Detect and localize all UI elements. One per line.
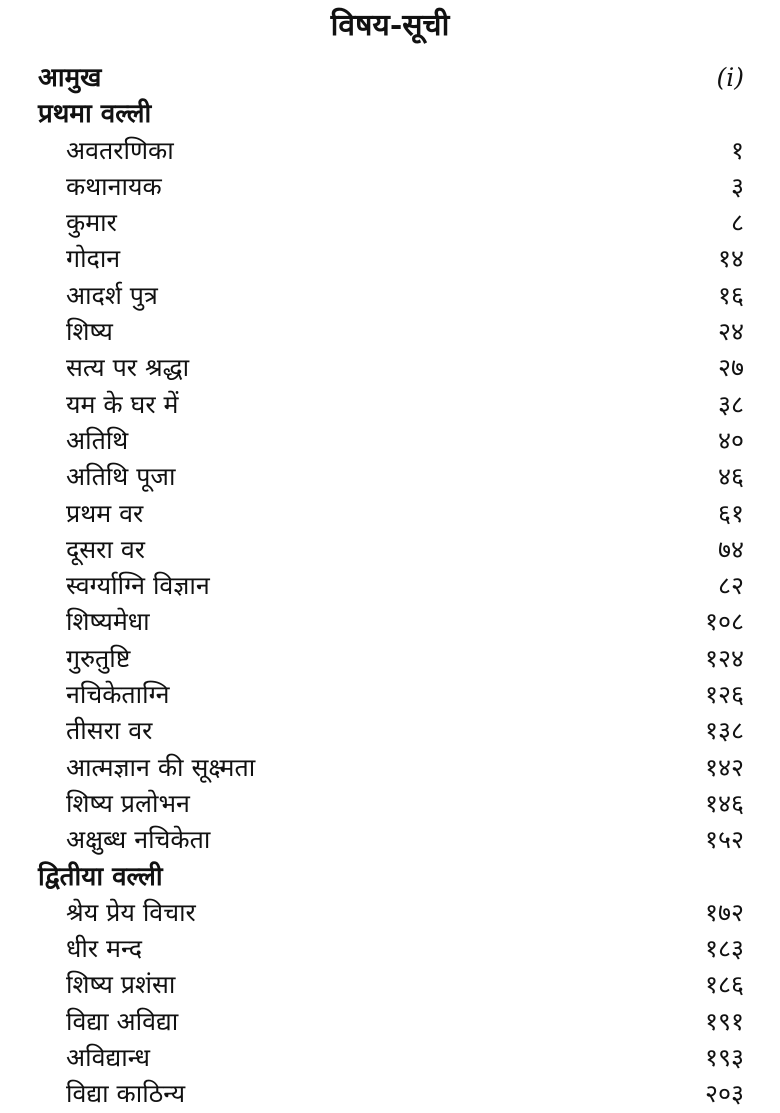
- toc-entry-page: ३८: [717, 389, 744, 419]
- toc-entry: [0, 423, 780, 459]
- toc-entry-label: दूसरा वर: [66, 534, 145, 564]
- toc-entry: [0, 532, 780, 568]
- toc-entry-page: २७: [717, 353, 744, 383]
- toc-entry-page: १२६: [704, 680, 744, 710]
- toc-entry-page: ४०: [717, 425, 744, 455]
- toc-entry-page: १४६: [704, 788, 744, 818]
- toc-entry: [0, 822, 780, 858]
- toc-entry-page: ४६: [717, 462, 744, 492]
- toc-entry-preface: [0, 60, 780, 96]
- toc-entry-page: (i): [716, 63, 744, 92]
- toc-entry-label: आत्मज्ञान की सूक्ष्मता: [66, 752, 256, 782]
- toc-entry-page: १९१: [704, 1006, 744, 1036]
- toc-section-heading: [0, 859, 780, 895]
- toc-entry-page: १२४: [704, 643, 744, 673]
- toc-entry-label: शिष्य प्रशंसा: [66, 970, 176, 1000]
- toc-entry: [0, 133, 780, 169]
- toc-entry-label: यम के घर में: [66, 389, 179, 419]
- toc-entry-label: शिष्यमेधा: [66, 607, 150, 637]
- toc-entry-page: ७४: [717, 534, 744, 564]
- toc-entry-label: प्रथम वर: [66, 498, 144, 528]
- toc-entry-label: अवतरणिका: [66, 135, 174, 165]
- toc-entry: [0, 677, 780, 713]
- toc-entry: [0, 205, 780, 241]
- toc-entry: [0, 931, 780, 967]
- toc-entry: [0, 314, 780, 350]
- toc-entry-label: अक्षुब्ध नचिकेता: [66, 825, 211, 855]
- toc-entry: [0, 713, 780, 749]
- toc-entry: [0, 641, 780, 677]
- toc-entry-page: २०३: [704, 1079, 744, 1109]
- toc-entry: [0, 967, 780, 1003]
- toc-entry-label: आदर्श पुत्र: [66, 280, 158, 310]
- toc-entry-page: १९३: [704, 1043, 744, 1073]
- toc-entry-page: १८३: [704, 934, 744, 964]
- toc-entry-label: अतिथि पूजा: [66, 462, 176, 492]
- toc-entry: [0, 278, 780, 314]
- toc-entry: [0, 1076, 780, 1112]
- toc-entry-label: कुमार: [66, 208, 117, 238]
- toc-entry-label: शिष्य: [66, 317, 113, 347]
- toc-entry: [0, 350, 780, 386]
- toc-entry-page: १०८: [704, 607, 744, 637]
- toc-entry-page: १४२: [704, 752, 744, 782]
- toc-entry: [0, 241, 780, 277]
- toc-entry-label: श्रेय प्रेय विचार: [66, 897, 196, 927]
- toc-entry-label: सत्य पर श्रद्धा: [66, 353, 190, 383]
- toc-entry-label: शिष्य प्रलोभन: [66, 788, 190, 818]
- toc-entry-label: विद्या अविद्या: [66, 1006, 179, 1036]
- toc-entry-label: विद्या काठिन्य: [66, 1079, 186, 1109]
- toc-entry-label: तीसरा वर: [66, 716, 153, 746]
- toc-entry-page: १५२: [704, 825, 744, 855]
- toc-entry: [0, 496, 780, 532]
- toc-entry: [0, 786, 780, 822]
- toc-entry: [0, 895, 780, 931]
- toc-entry-page: ८२: [717, 571, 744, 601]
- toc-entry-page: १६: [717, 280, 744, 310]
- toc-entry-label: अतिथि: [66, 425, 129, 455]
- toc-section-label: प्रथमा वल्ली: [38, 99, 152, 130]
- toc-section-heading: [0, 96, 780, 132]
- toc-entry-label: नचिकेताग्नि: [66, 680, 170, 710]
- toc-entry: [0, 169, 780, 205]
- page-title: विषय-सूची: [330, 8, 450, 43]
- toc-section-label: द्वितीया वल्ली: [38, 861, 163, 892]
- toc-entry-label: स्वर्ग्याग्नि विज्ञान: [66, 571, 210, 601]
- toc-entry-label: अविद्यान्ध: [66, 1043, 151, 1073]
- toc-entry-label: कथानायक: [66, 171, 162, 201]
- toc-entry: [0, 1004, 780, 1040]
- toc-entry-page: २४: [717, 317, 744, 347]
- toc-entry: [0, 387, 780, 423]
- toc-entry-page: १: [730, 135, 744, 165]
- toc-entry-label: गुरुतुष्टि: [66, 643, 131, 673]
- toc-entry-page: ६१: [717, 498, 744, 528]
- toc-entry: [0, 750, 780, 786]
- toc-entry-page: १८६: [704, 970, 744, 1000]
- toc-entry: [0, 568, 780, 604]
- toc-entry-label: गोदान: [66, 244, 121, 274]
- toc-entry: [0, 604, 780, 640]
- toc-entry-page: ८: [730, 208, 744, 238]
- table-of-contents: [0, 60, 780, 1113]
- toc-entry-page: ३: [730, 171, 744, 201]
- toc-entry: [0, 459, 780, 495]
- toc-entry-page: १३८: [704, 716, 744, 746]
- toc-entry-label: आमुख: [38, 63, 102, 93]
- toc-entry: [0, 1040, 780, 1076]
- toc-entry-page: १७२: [704, 897, 744, 927]
- toc-entry-page: १४: [717, 244, 744, 274]
- toc-entry-label: धीर मन्द: [66, 934, 142, 964]
